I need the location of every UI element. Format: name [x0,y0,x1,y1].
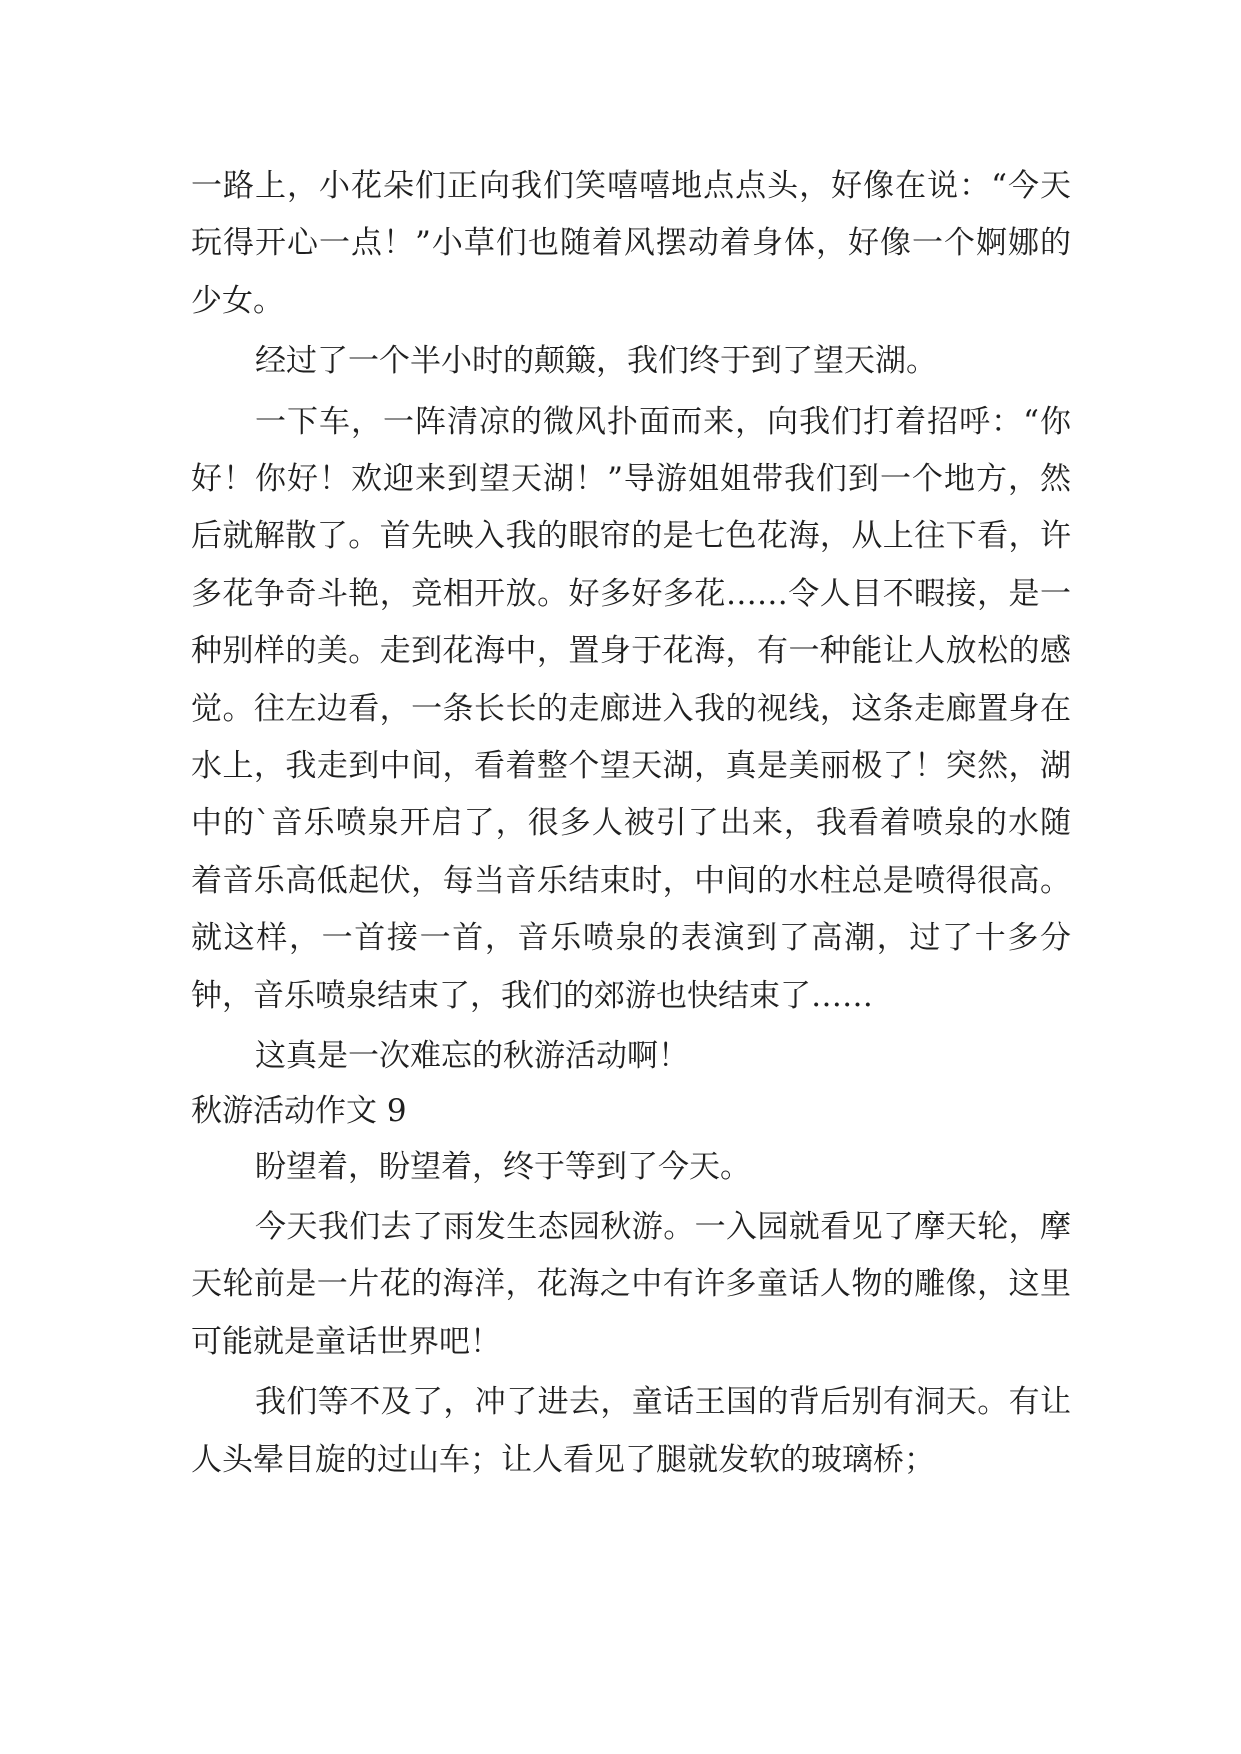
paragraph-road: 一路上，小花朵们正向我们笑嘻嘻地点点头，好像在说：“今天玩得开心一点！”小草们也随着风摆动着身体，好像一个婀娜的少女。 [191,168,1071,319]
paragraph-waiting: 盼望着，盼望着，终于等到了今天。 [255,1148,751,1185]
paragraph-fairy-kingdom: 我们等不及了，冲了进去，童话王国的背后别有洞天。有让人头晕目旋的过山车；让人看见了腿就发软的玻璃桥； [191,1384,1071,1478]
paragraph-wangtian-lake: 一下车，一阵清凉的微风扑面而来，向我们打着招呼：“你好！你好！欢迎来到望天湖！”导游姐姐带我们到一个地方，然后就解散了。首先映入我的眼帘的是七色花海，从上往下看，许多花争奇斗艳，竞相开放。好多好多花……令人目不暇接，是一种别样的美。走到花海中，置身于花海，有一种能让人放松的感觉。往左边看，一条长长的走廊进入我的视线，这条走廊置身在水上，我走到中间，看着整个望天湖，真是美丽极了！突然，湖中的`音乐喷泉开启了，很多人被引了出来，我看着喷泉的水随着音乐高低起伏，每当音乐结束时，中间的水柱总是喷得很高。就这样，一首接一首，音乐喷泉的表演到了高潮，过了十多分钟，音乐喷泉结束了，我们的郊游也快结束了…… [191,403,1071,1014]
essay-heading: 秋游活动作文 9 [191,1092,407,1129]
paragraph-conclusion: 这真是一次难忘的秋游活动啊！ [255,1038,689,1075]
document-body [191,158,1071,1489]
paragraph-eco-park: 今天我们去了雨发生态园秋游。一入园就看见了摩天轮，摩天轮前是一片花的海洋，花海之中有许多童话人物的雕像，这里可能就是童话世界吧！ [191,1208,1071,1360]
paragraph-arrival: 经过了一个半小时的颠簸，我们终于到了望天湖。 [255,343,937,380]
